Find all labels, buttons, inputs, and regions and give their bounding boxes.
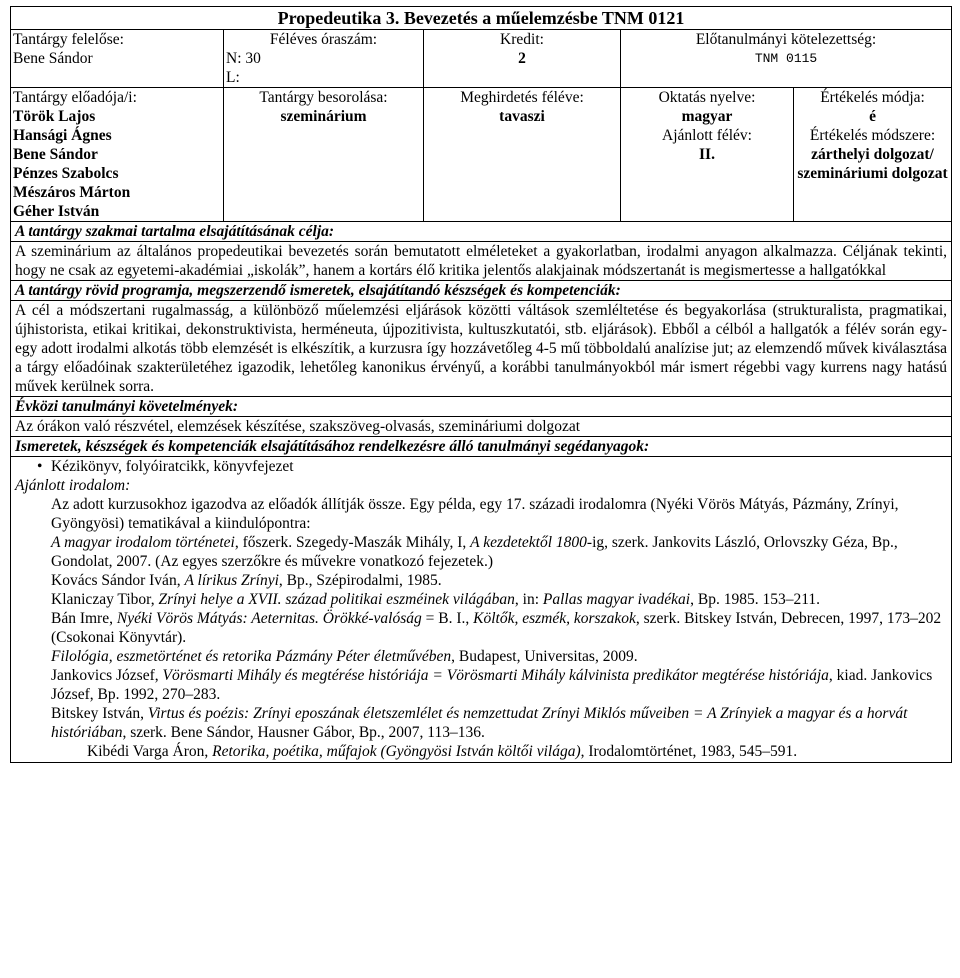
responsible-label: Tantárgy felelőse:: [13, 31, 124, 48]
lecturer-name: Török Lajos: [13, 108, 96, 125]
literature-list: [15, 495, 947, 762]
lecturers-cell: [11, 88, 224, 222]
ref-title: Vörösmarti Mihály és megtérése históriája = Vörösmarti Mihály kálvinista predikátor megtérése históriája: [162, 667, 829, 684]
ref-title: Retorika, poétika, műfajok (Gyöngyösi István költői világa): [212, 743, 581, 760]
literature-ref-6: [51, 666, 947, 704]
literature-ref-8: [51, 742, 947, 761]
prereq-label: Előtanulmányi kötelezettség:: [695, 31, 877, 48]
list-item: [15, 457, 947, 476]
ref-title: A lírikus Zrínyi: [184, 572, 279, 589]
language-value: magyar: [681, 108, 733, 125]
credit-label: Kredit:: [500, 31, 544, 48]
hours-l: L:: [226, 69, 240, 86]
requirements-heading: Évközi tanulmányi követelmények:: [11, 397, 952, 417]
ref-author: Kovács Sándor Iván,: [51, 572, 185, 589]
course-table: [10, 6, 952, 763]
literature-ref-4: [51, 609, 947, 647]
ref-title: A magyar irodalom történetei: [51, 534, 235, 551]
ref-text: , Bp., Szépirodalmi, 1985.: [278, 572, 442, 589]
recommended-label: Ajánlott félév:: [662, 127, 752, 144]
ref-text: , Budapest, Universitas, 2009.: [451, 648, 638, 665]
language-cell: [621, 88, 794, 222]
ref-title: Költők, eszmék, korszakok: [473, 610, 636, 627]
prereq-cell: [621, 30, 952, 88]
language-label: Oktatás nyelve:: [658, 89, 756, 106]
ref-title: Virtus és poézis: Zrínyi eposzának életszemlélet és nemzettudat Zrínyi Miklós műveiben = A Zrínyiek a magyar és a horvát históriában: [51, 705, 908, 741]
ref-text: , kiad. Jankovics József, Bp. 1992, 270–283.: [51, 667, 933, 703]
ref-text: -ig, szerk. Jankovits László, Orlovszky Géza, Bp., Gondolat, 2007. (Az egyes szerzőkre és művekre vonatkozó fejezetek.): [51, 534, 898, 570]
lecturer-name: Bene Sándor: [13, 146, 98, 163]
ref-text: , in:: [514, 591, 543, 608]
semester-cell: [424, 88, 621, 222]
ref-title: A kezdetektől 1800: [470, 534, 587, 551]
literature-ref-2: [51, 571, 947, 590]
ref-text: , Bp. 1985. 153–211.: [690, 591, 821, 608]
header-row-1: [11, 30, 952, 88]
goal-heading: A tantárgy szakmai tartalma elsajátításának célja:: [11, 222, 952, 242]
prereq-value: TNM 0115: [754, 51, 818, 66]
credit-value: 2: [518, 50, 526, 67]
lecturer-name: Géher István: [13, 203, 100, 220]
ref-text: = B. I.,: [421, 610, 474, 627]
lecturer-name: Hansági Ágnes: [13, 127, 112, 144]
resources-cell: [11, 457, 952, 763]
lecturer-name: Pénzes Szabolcs: [13, 165, 119, 182]
classification-cell: [224, 88, 424, 222]
lecturer-name: Mészáros Márton: [13, 184, 131, 201]
recommended-value: II.: [699, 146, 715, 163]
program-heading-row: [11, 281, 952, 301]
requirements-heading-row: [11, 397, 952, 417]
semester-value: tavaszi: [499, 108, 545, 125]
ref-author: Klaniczay Tibor,: [51, 591, 159, 608]
resources-heading-row: [11, 437, 952, 457]
evaluation-cell: [794, 88, 952, 222]
resources-row: [11, 457, 952, 763]
ref-author: Bán Imre,: [51, 610, 117, 627]
goal-text-row: [11, 242, 952, 281]
resources-item: Kézikönyv, folyóiratcikk, könyvfejezet: [51, 458, 294, 475]
header-row-2: [11, 88, 952, 222]
hours-label: Féléves óraszám:: [269, 31, 378, 48]
ref-title: Filológia, eszmetörténet és retorika Pázmány Péter életművében: [51, 648, 452, 665]
classification-value: szeminárium: [280, 108, 367, 125]
course-description-document: [10, 6, 951, 763]
responsible-cell: [11, 30, 224, 88]
program-text: A cél a módszertani rugalmasság, a különböző műelemzési eljárások közötti váltások szemléltetése és begyakorlása (strukturalista, pragmatikai, újhistorista, etikai kritikai, dekonstruktivista, herméneuta, újpozitivista, kultuszkutatói, stb. eljárások). Ebből a célból a hallgatók a félév során egy-egy adott irodalmi alkotás több elemzését is elkészítik, a kurzusra így hozzávetőleg 4-5 mű többoldalú analízise jut; az elemzendő művek kiválasztása a tárgy előadóinak szakterületéhez igazodik, lehetőleg kanonikus érvényű, a korábbi tanulmányokból már ismert régebbi vagy kurrens nagy hatású művek kerülnek sorra.: [11, 301, 952, 397]
hours-n: N: 30: [226, 50, 261, 67]
literature-intro: Az adott kurzusokhoz igazodva az előadók állítják össze. Egy példa, egy 17. századi irodalomra (Nyéki Vörös Mátyás, Pázmány, Zrínyi, Gyöngyösi) tematikával a kiindulópontra:: [51, 496, 899, 532]
ref-text: , Irodalomtörténet, 1983, 545–591.: [580, 743, 798, 760]
ref-text: , szerk. Bitskey István, Debrecen, 1997, 173–202 (Csokonai Könyvtár).: [51, 610, 942, 646]
resources-heading: Ismeretek, készségek és kompetenciák elsajátításához rendelkezésre álló tanulmányi segédanyagok:: [11, 437, 952, 457]
ref-title: Pallas magyar ivadékai: [542, 591, 691, 608]
eval-mode-label: Értékelés módja:: [820, 89, 925, 106]
program-heading: A tantárgy rövid programja, megszerzendő ismeretek, elsajátítandó készségek és kompetenciák:: [11, 281, 952, 301]
goal-text: A szeminárium az általános propedeutikai bevezetés során bemutatott elméleteket a gyakorlatban, irodalmi anyagon alkalmazza. Céljának tekinti, hogy ne csak az egyetemi-akadémiai „iskolák”, hanem a kortárs élő kritika jelentős alakjainak módszertanát is megismertesse a hallgatókkal: [11, 242, 952, 281]
literature-ref-3: [51, 590, 947, 609]
title-row: [11, 7, 952, 30]
literature-ref-7: [51, 704, 947, 742]
lecturers-label: Tantárgy előadója/i:: [13, 89, 137, 106]
semester-label: Meghirdetés féléve:: [460, 89, 584, 106]
ref-title: Nyéki Vörös Mátyás: Aeternitas. Örökké-valóság: [116, 610, 422, 627]
eval-method-label: Értékelés módszere:: [809, 127, 936, 144]
ref-title: Zrínyi helye a XVII. század politikai eszméinek világában: [158, 591, 515, 608]
course-title: Propedeutika 3. Bevezetés a műelemzésbe TNM 0121: [11, 7, 952, 30]
literature-ref-5: [51, 647, 947, 666]
program-text-row: [11, 301, 952, 397]
ref-author: Kibédi Varga Áron,: [87, 743, 213, 760]
ref-text: , főszerk. Szegedy-Maszák Mihály, I,: [234, 534, 471, 551]
literature-heading: Ajánlott irodalom:: [15, 477, 131, 494]
eval-mode-value: é: [869, 108, 876, 125]
classification-label: Tantárgy besorolása:: [259, 89, 388, 106]
eval-method-value: zárthelyi dolgozat/ szemináriumi dolgozat: [797, 146, 948, 182]
requirements-text-row: [11, 417, 952, 437]
requirements-text: Az órákon való részvétel, elemzések készítése, szakszöveg-olvasás, szemináriumi dolgozat: [11, 417, 952, 437]
credit-cell: [424, 30, 621, 88]
bullet-icon: •: [37, 458, 43, 475]
ref-author: Bitskey István,: [51, 705, 148, 722]
ref-author: Jankovics József,: [51, 667, 163, 684]
responsible-name: Bene Sándor: [13, 50, 93, 67]
goal-heading-row: [11, 222, 952, 242]
hours-cell: [224, 30, 424, 88]
ref-text: , szerk. Bene Sándor, Hausner Gábor, Bp., 2007, 113–136.: [122, 724, 485, 741]
literature-ref-1: [51, 533, 947, 571]
